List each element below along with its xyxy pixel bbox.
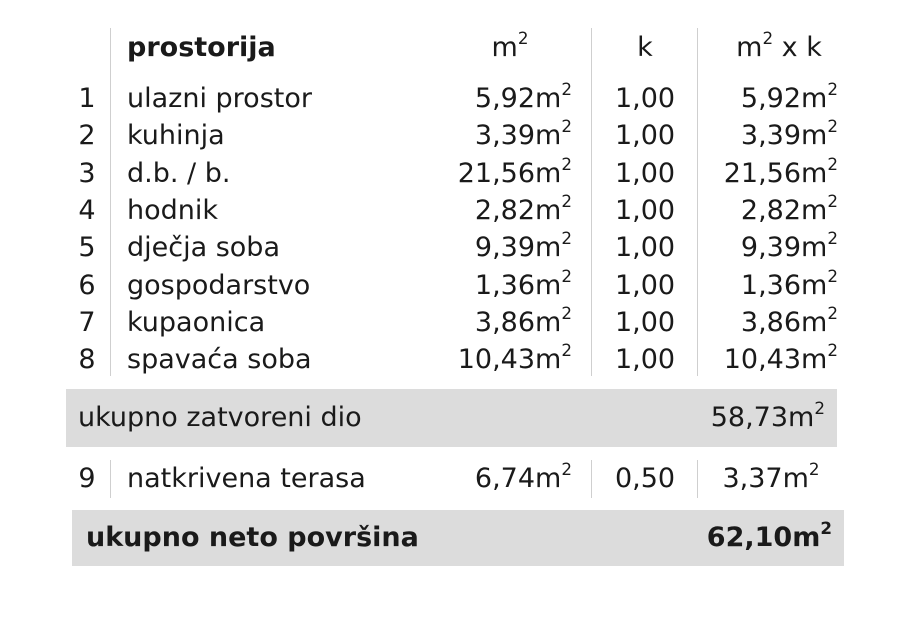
- room-area: $9,39m^2$: [474, 227, 572, 263]
- room-weighted: $3,86m^2$: [740, 302, 838, 338]
- room-area: $3,86m^2$: [474, 302, 572, 338]
- room-k: 1,00: [614, 158, 676, 189]
- room-weighted: $3,39m^2$: [740, 115, 838, 151]
- room-name: hodnik: [127, 195, 219, 226]
- divider-no-terrace: [110, 460, 111, 498]
- header-room: prostorija: [127, 32, 276, 63]
- room-area: $5,92m^2$: [474, 78, 572, 114]
- room-weighted: $2,82m^2$: [740, 190, 838, 226]
- terrace-name: natkrivena terasa: [127, 463, 366, 494]
- room-k: 1,00: [614, 120, 676, 151]
- terrace-weighted: $3,37m^2$: [722, 458, 820, 494]
- row-number: 8: [78, 344, 96, 375]
- room-name: kupaonica: [127, 307, 266, 338]
- room-area: $21,56m^2$: [457, 153, 572, 189]
- header-area: $m^2$: [491, 27, 529, 63]
- room-weighted: $1,36m^2$: [740, 265, 838, 301]
- divider-k: [697, 28, 698, 376]
- room-area: $1,36m^2$: [474, 265, 572, 301]
- room-name: kuhinja: [127, 120, 225, 151]
- room-weighted: $5,92m^2$: [740, 78, 838, 114]
- closed-total-value: $58,73m^2$: [710, 397, 825, 433]
- terrace-area: $6,74m^2$: [474, 458, 572, 494]
- room-name: spavaća soba: [127, 344, 312, 375]
- room-area: $2,82m^2$: [474, 190, 572, 226]
- room-weighted: $21,56m^2$: [723, 153, 838, 189]
- row-number: 5: [78, 232, 96, 263]
- closed-total-band: [66, 389, 837, 447]
- room-k: 1,00: [614, 344, 676, 375]
- header-weighted: $m^2$ x k: [736, 27, 822, 63]
- header-k: k: [637, 32, 653, 63]
- net-total-label: ukupno neto površina: [86, 522, 419, 553]
- room-k: 1,00: [614, 195, 676, 226]
- row-number: 3: [78, 158, 96, 189]
- divider-k-terrace: [697, 460, 698, 498]
- divider-area: [591, 28, 592, 376]
- room-k: 1,00: [614, 232, 676, 263]
- terrace-k: 0,50: [614, 463, 676, 494]
- row-number: 1: [78, 83, 96, 114]
- net-total-band: [72, 510, 844, 566]
- room-weighted: $10,43m^2$: [723, 339, 838, 375]
- row-number: 7: [78, 307, 96, 338]
- room-area: $10,43m^2$: [457, 339, 572, 375]
- terrace-no: 9: [78, 463, 96, 494]
- net-total-value: $62,10m^2$: [706, 517, 832, 553]
- room-name: d.b. / b.: [127, 158, 231, 189]
- room-name: dječja soba: [127, 232, 280, 263]
- closed-total-label: ukupno zatvoreni dio: [78, 402, 362, 433]
- room-name: ulazni prostor: [127, 83, 312, 114]
- row-number: 6: [78, 270, 96, 301]
- room-weighted: $9,39m^2$: [740, 227, 838, 263]
- row-number: 2: [78, 120, 96, 151]
- row-number: 4: [78, 195, 96, 226]
- divider-no: [110, 28, 111, 376]
- room-area: $3,39m^2$: [474, 115, 572, 151]
- divider-area-terrace: [591, 460, 592, 498]
- room-k: 1,00: [614, 270, 676, 301]
- room-name: gospodarstvo: [127, 270, 311, 301]
- room-k: 1,00: [614, 307, 676, 338]
- room-k: 1,00: [614, 83, 676, 114]
